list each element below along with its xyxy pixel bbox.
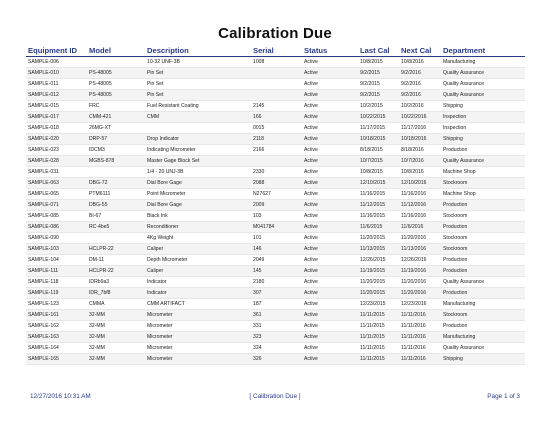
cell-department: Quality Assurance — [441, 68, 525, 79]
cell-model: PS-48005 — [87, 79, 145, 90]
cell-description: Fuel Resistant Coating — [145, 101, 251, 112]
cell-department: Stockroom — [441, 233, 525, 244]
cell-next-cal: 11/11/2016 — [399, 321, 441, 332]
cell-description: Reconditioner — [145, 222, 251, 233]
cell-description: Micrometer — [145, 354, 251, 365]
cell-model: HCLPR-22 — [87, 244, 145, 255]
cell-status: Active — [302, 244, 358, 255]
cell-serial: 101 — [251, 233, 302, 244]
cell-model: IDCM3 — [87, 145, 145, 156]
column-header-equipment-id[interactable]: Equipment ID — [26, 45, 87, 57]
cell-model: RC-4be5 — [87, 222, 145, 233]
table-row[interactable] — [26, 123, 525, 134]
cell-model: DM-11 — [87, 255, 145, 266]
cell-last-cal: 11/16/2015 — [358, 211, 399, 222]
cell-description: Caliper — [145, 244, 251, 255]
cell-status: Active — [302, 277, 358, 288]
table-row[interactable] — [26, 79, 525, 90]
cell-status: Active — [302, 79, 358, 90]
cell-description: Micrometer — [145, 310, 251, 321]
cell-equipment-id: SAMPLE-163 — [26, 332, 87, 343]
cell-next-cal: 11/6/2016 — [399, 222, 441, 233]
cell-status: Active — [302, 123, 358, 134]
column-header-model[interactable]: Model — [87, 45, 145, 57]
cell-description: Depth Micrometer — [145, 255, 251, 266]
cell-equipment-id: SAMPLE-104 — [26, 255, 87, 266]
cell-model — [87, 167, 145, 178]
cell-status: Active — [302, 145, 358, 156]
cell-last-cal: 11/11/2015 — [358, 343, 399, 354]
cell-serial: 331 — [251, 321, 302, 332]
cell-status: Active — [302, 266, 358, 277]
cell-last-cal: 10/2/2015 — [358, 101, 399, 112]
cell-department: Shipping — [441, 134, 525, 145]
cell-next-cal: 8/18/2016 — [399, 145, 441, 156]
cell-model: IDRb9a3 — [87, 277, 145, 288]
cell-next-cal: 9/2/2016 — [399, 79, 441, 90]
table-row[interactable] — [26, 277, 525, 288]
cell-last-cal: 10/18/2015 — [358, 134, 399, 145]
cell-last-cal: 11/11/2015 — [358, 310, 399, 321]
cell-department: Inspection — [441, 123, 525, 134]
cell-department: Stockroom — [441, 211, 525, 222]
cell-equipment-id: SAMPLE-162 — [26, 321, 87, 332]
cell-model: 32-MM — [87, 310, 145, 321]
table-row[interactable] — [26, 178, 525, 189]
cell-serial: M041784 — [251, 222, 302, 233]
cell-model: CMMA — [87, 299, 145, 310]
cell-model — [87, 57, 145, 68]
cell-model: MGBS-878 — [87, 156, 145, 167]
cell-status: Active — [302, 101, 358, 112]
cell-next-cal: 11/11/2016 — [399, 343, 441, 354]
cell-model — [87, 233, 145, 244]
cell-last-cal: 11/6/2015 — [358, 222, 399, 233]
cell-equipment-id: SAMPLE-018 — [26, 123, 87, 134]
cell-status: Active — [302, 332, 358, 343]
cell-last-cal: 11/19/2015 — [358, 266, 399, 277]
cell-next-cal: 11/20/2016 — [399, 277, 441, 288]
cell-next-cal: 11/16/2016 — [399, 189, 441, 200]
cell-department: Production — [441, 222, 525, 233]
table-row[interactable] — [26, 310, 525, 321]
cell-equipment-id: SAMPLE-028 — [26, 156, 87, 167]
cell-description: Master Gage Block Set — [145, 156, 251, 167]
table-row[interactable] — [26, 266, 525, 277]
cell-model: 32-MM — [87, 343, 145, 354]
cell-department: Manufacturing — [441, 57, 525, 68]
cell-serial: N27627 — [251, 189, 302, 200]
cell-model: DRP-57 — [87, 134, 145, 145]
table-body — [26, 57, 525, 365]
table-row[interactable] — [26, 354, 525, 365]
cell-status: Active — [302, 288, 358, 299]
cell-last-cal: 12/26/2015 — [358, 255, 399, 266]
cell-equipment-id: SAMPLE-017 — [26, 112, 87, 123]
table-row[interactable] — [26, 90, 525, 101]
cell-department: Quality Assurance — [441, 90, 525, 101]
cell-serial — [251, 156, 302, 167]
table-row[interactable] — [26, 343, 525, 354]
cell-description — [145, 123, 251, 134]
cell-department: Quality Assurance — [441, 156, 525, 167]
cell-serial: 166 — [251, 112, 302, 123]
cell-serial: 2049 — [251, 255, 302, 266]
cell-serial: 1008 — [251, 57, 302, 68]
cell-department: Production — [441, 321, 525, 332]
cell-status: Active — [302, 134, 358, 145]
cell-serial: 187 — [251, 299, 302, 310]
cell-description: 10-32 UNF-3B — [145, 57, 251, 68]
table-row[interactable] — [26, 222, 525, 233]
cell-serial: 323 — [251, 332, 302, 343]
table-row[interactable] — [26, 101, 525, 112]
cell-status: Active — [302, 310, 358, 321]
cell-status: Active — [302, 343, 358, 354]
cell-equipment-id: SAMPLE-006 — [26, 57, 87, 68]
cell-description: Pin Set — [145, 90, 251, 101]
cell-status: Active — [302, 189, 358, 200]
cell-last-cal: 8/18/2015 — [358, 145, 399, 156]
cell-serial: 145 — [251, 266, 302, 277]
cell-serial: 2330 — [251, 167, 302, 178]
cell-department: Quality Assurance — [441, 277, 525, 288]
cell-serial: 2180 — [251, 277, 302, 288]
cell-last-cal: 11/12/2015 — [358, 200, 399, 211]
footer-report-name: [ Calibration Due ] — [249, 393, 301, 400]
table-row[interactable] — [26, 167, 525, 178]
cell-serial: 361 — [251, 310, 302, 321]
cell-last-cal: 11/17/2015 — [358, 123, 399, 134]
cell-last-cal: 11/20/2015 — [358, 277, 399, 288]
cell-next-cal: 11/16/2016 — [399, 211, 441, 222]
cell-description: Dial Bore Gage — [145, 200, 251, 211]
cell-department: Production — [441, 288, 525, 299]
cell-equipment-id: SAMPLE-123 — [26, 299, 87, 310]
cell-equipment-id: SAMPLE-012 — [26, 90, 87, 101]
cell-next-cal: 12/10/2016 — [399, 178, 441, 189]
cell-model: FRC — [87, 101, 145, 112]
cell-department: Quality Assurance — [441, 79, 525, 90]
cell-status: Active — [302, 299, 358, 310]
cell-serial: 0015 — [251, 123, 302, 134]
cell-status: Active — [302, 57, 358, 68]
cell-description: Indicator — [145, 288, 251, 299]
cell-serial: 146 — [251, 244, 302, 255]
cell-model: PS-48005 — [87, 90, 145, 101]
cell-next-cal: 10/7/2016 — [399, 156, 441, 167]
cell-status: Active — [302, 255, 358, 266]
cell-description: Dial Bore Gage — [145, 178, 251, 189]
cell-next-cal: 11/11/2016 — [399, 354, 441, 365]
cell-description: Micrometer — [145, 332, 251, 343]
cell-last-cal: 12/23/2015 — [358, 299, 399, 310]
cell-next-cal: 10/22/2016 — [399, 112, 441, 123]
cell-next-cal: 11/11/2016 — [399, 332, 441, 343]
cell-model: 32-MM — [87, 354, 145, 365]
cell-description: Black Ink — [145, 211, 251, 222]
cell-model: DBG-72 — [87, 178, 145, 189]
cell-status: Active — [302, 90, 358, 101]
cell-department: Production — [441, 145, 525, 156]
cell-department: Machine Shop — [441, 189, 525, 200]
cell-equipment-id: SAMPLE-031 — [26, 167, 87, 178]
column-header-status[interactable]: Status — [302, 45, 358, 57]
cell-department: Machine Shop — [441, 167, 525, 178]
cell-serial — [251, 79, 302, 90]
cell-next-cal: 10/18/2016 — [399, 134, 441, 145]
cell-next-cal: 11/17/2016 — [399, 123, 441, 134]
table-header-row — [26, 45, 525, 57]
cell-model: DBG-55 — [87, 200, 145, 211]
cell-last-cal: 11/13/2015 — [358, 244, 399, 255]
cell-equipment-id: SAMPLE-119 — [26, 288, 87, 299]
cell-department: Production — [441, 255, 525, 266]
cell-description: Point Micrometer — [145, 189, 251, 200]
cell-department: Production — [441, 200, 525, 211]
cell-model: 26MG-XT — [87, 123, 145, 134]
column-header-description[interactable]: Description — [145, 45, 251, 57]
cell-description: Micrometer — [145, 321, 251, 332]
cell-serial: 2009 — [251, 200, 302, 211]
table-row[interactable] — [26, 189, 525, 200]
cell-description: Caliper — [145, 266, 251, 277]
cell-serial: 2088 — [251, 178, 302, 189]
cell-last-cal: 9/2/2015 — [358, 79, 399, 90]
cell-status: Active — [302, 211, 358, 222]
cell-department: Quality Assurance — [441, 343, 525, 354]
cell-status: Active — [302, 321, 358, 332]
cell-description: Pin Set — [145, 68, 251, 79]
cell-equipment-id: SAMPLE-063 — [26, 178, 87, 189]
table-row[interactable] — [26, 200, 525, 211]
cell-last-cal: 11/16/2015 — [358, 189, 399, 200]
cell-equipment-id: SAMPLE-161 — [26, 310, 87, 321]
cell-description: CMM — [145, 112, 251, 123]
cell-description: 4Kg Weight — [145, 233, 251, 244]
cell-model: IDR_7bf8 — [87, 288, 145, 299]
table-row[interactable] — [26, 233, 525, 244]
cell-model: 32-MM — [87, 332, 145, 343]
cell-last-cal: 10/7/2015 — [358, 156, 399, 167]
cell-last-cal: 11/11/2015 — [358, 354, 399, 365]
cell-equipment-id: SAMPLE-011 — [26, 79, 87, 90]
cell-status: Active — [302, 112, 358, 123]
cell-next-cal: 10/8/2016 — [399, 57, 441, 68]
table-row[interactable] — [26, 112, 525, 123]
cell-description: Indicator — [145, 277, 251, 288]
cell-equipment-id: SAMPLE-090 — [26, 233, 87, 244]
cell-next-cal: 9/2/2016 — [399, 68, 441, 79]
cell-department: Production — [441, 266, 525, 277]
table-row[interactable] — [26, 299, 525, 310]
table-row[interactable] — [26, 288, 525, 299]
cell-description: CMM ARTIFACT — [145, 299, 251, 310]
cell-serial: 324 — [251, 343, 302, 354]
page-indicator: Page 1 of 3 — [487, 393, 520, 400]
cell-status: Active — [302, 200, 358, 211]
cell-status: Active — [302, 354, 358, 365]
cell-last-cal: 12/10/2015 — [358, 178, 399, 189]
cell-model: HCLPR-22 — [87, 266, 145, 277]
cell-equipment-id: SAMPLE-065 — [26, 189, 87, 200]
table-row[interactable] — [26, 211, 525, 222]
cell-last-cal: 9/2/2015 — [358, 68, 399, 79]
print-timestamp: 12/27/2016 10:31 AM — [30, 393, 91, 400]
column-header-last-cal[interactable]: Last Cal — [358, 45, 399, 57]
cell-equipment-id: SAMPLE-020 — [26, 134, 87, 145]
cell-serial: 103 — [251, 211, 302, 222]
cell-last-cal: 9/2/2015 — [358, 90, 399, 101]
cell-equipment-id: SAMPLE-103 — [26, 244, 87, 255]
cell-description: Micrometer — [145, 343, 251, 354]
cell-equipment-id: SAMPLE-085 — [26, 211, 87, 222]
cell-status: Active — [302, 233, 358, 244]
cell-description: Drop Indicator — [145, 134, 251, 145]
cell-equipment-id: SAMPLE-111 — [26, 266, 87, 277]
cell-model: BI-67 — [87, 211, 145, 222]
table-row[interactable] — [26, 332, 525, 343]
cell-next-cal: 9/2/2016 — [399, 90, 441, 101]
cell-status: Active — [302, 222, 358, 233]
column-header-next-cal[interactable]: Next Cal — [399, 45, 441, 57]
cell-next-cal: 11/11/2016 — [399, 310, 441, 321]
table-row[interactable] — [26, 134, 525, 145]
cell-model: PS-48005 — [87, 68, 145, 79]
cell-next-cal: 10/2/2016 — [399, 101, 441, 112]
cell-description: 1/4 - 20 UNJ-3B — [145, 167, 251, 178]
cell-equipment-id: SAMPLE-010 — [26, 68, 87, 79]
cell-model: PTM6111 — [87, 189, 145, 200]
cell-department: Shipping — [441, 101, 525, 112]
cell-last-cal: 10/8/2015 — [358, 57, 399, 68]
table-row[interactable] — [26, 57, 525, 68]
calibration-table — [26, 45, 525, 365]
cell-last-cal: 11/20/2015 — [358, 288, 399, 299]
column-header-serial[interactable]: Serial — [251, 45, 302, 57]
cell-serial: 2118 — [251, 134, 302, 145]
cell-equipment-id: SAMPLE-023 — [26, 145, 87, 156]
cell-last-cal: 11/11/2015 — [358, 332, 399, 343]
cell-next-cal: 11/12/2016 — [399, 200, 441, 211]
cell-equipment-id: SAMPLE-086 — [26, 222, 87, 233]
cell-description: Pin Set — [145, 79, 251, 90]
cell-next-cal: 12/26/2016 — [399, 255, 441, 266]
cell-last-cal: 10/8/2015 — [358, 167, 399, 178]
cell-next-cal: 10/8/2016 — [399, 167, 441, 178]
cell-model: 32-MM — [87, 321, 145, 332]
cell-department: Stockroom — [441, 178, 525, 189]
table-row[interactable] — [26, 156, 525, 167]
cell-next-cal: 11/20/2016 — [399, 288, 441, 299]
cell-next-cal: 12/23/2016 — [399, 299, 441, 310]
cell-department: Stockroom — [441, 310, 525, 321]
column-header-department[interactable]: Department — [441, 45, 525, 57]
table-row[interactable] — [26, 68, 525, 79]
cell-next-cal: 11/20/2016 — [399, 233, 441, 244]
cell-status: Active — [302, 156, 358, 167]
cell-equipment-id: SAMPLE-165 — [26, 354, 87, 365]
table-row[interactable] — [26, 255, 525, 266]
cell-equipment-id: SAMPLE-164 — [26, 343, 87, 354]
table-row[interactable] — [26, 321, 525, 332]
table-row[interactable] — [26, 244, 525, 255]
cell-equipment-id: SAMPLE-015 — [26, 101, 87, 112]
cell-serial — [251, 68, 302, 79]
cell-department: Inspection — [441, 112, 525, 123]
cell-serial: 307 — [251, 288, 302, 299]
cell-department: Shipping — [441, 354, 525, 365]
cell-department: Manufacturing — [441, 332, 525, 343]
report-title: Calibration Due — [218, 25, 332, 42]
cell-next-cal: 11/13/2016 — [399, 244, 441, 255]
cell-last-cal: 11/11/2015 — [358, 321, 399, 332]
cell-department: Stockroom — [441, 244, 525, 255]
cell-serial: 2166 — [251, 145, 302, 156]
cell-last-cal: 11/20/2015 — [358, 233, 399, 244]
cell-department: Manufacturing — [441, 299, 525, 310]
cell-status: Active — [302, 178, 358, 189]
cell-next-cal: 11/19/2016 — [399, 266, 441, 277]
cell-serial — [251, 90, 302, 101]
cell-serial: 2145 — [251, 101, 302, 112]
cell-model: CMM-421 — [87, 112, 145, 123]
cell-last-cal: 10/22/2015 — [358, 112, 399, 123]
cell-serial: 326 — [251, 354, 302, 365]
cell-status: Active — [302, 167, 358, 178]
table-row[interactable] — [26, 145, 525, 156]
cell-equipment-id: SAMPLE-071 — [26, 200, 87, 211]
cell-description: Indicating Micrometer — [145, 145, 251, 156]
cell-status: Active — [302, 68, 358, 79]
cell-equipment-id: SAMPLE-118 — [26, 277, 87, 288]
